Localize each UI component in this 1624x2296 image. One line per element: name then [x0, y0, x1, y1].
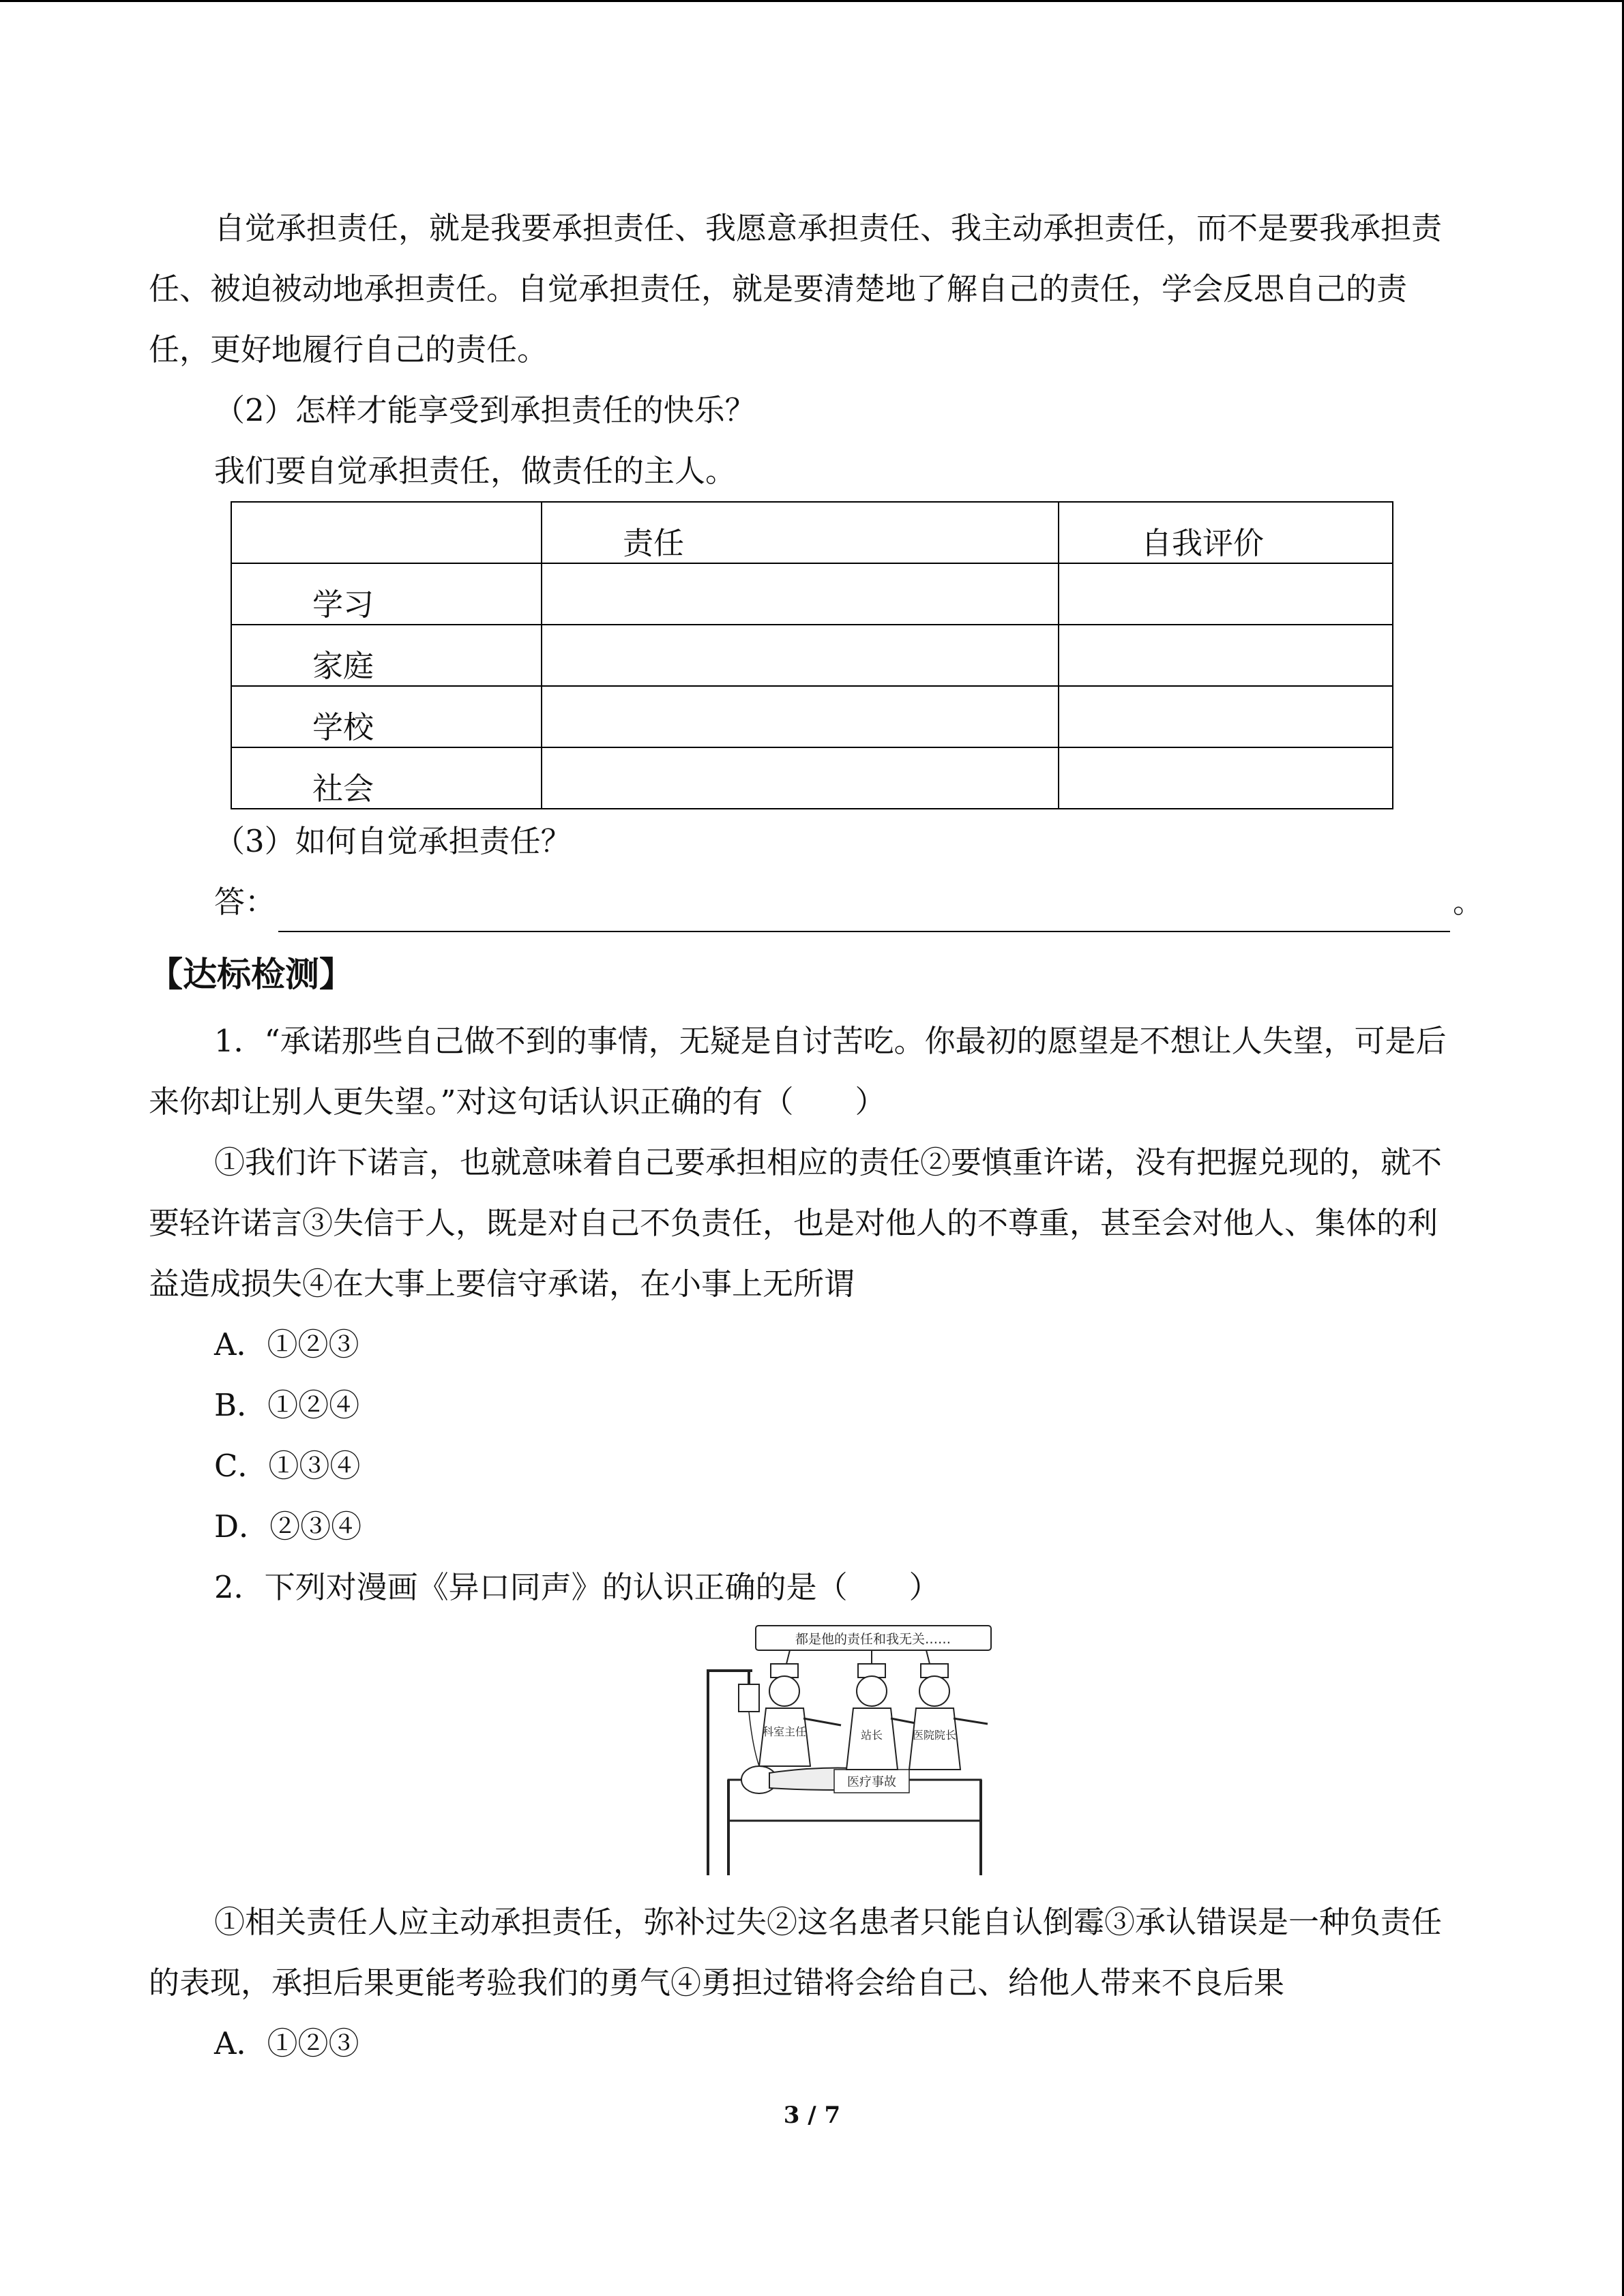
- question-2-stem: 2．下列对漫画《异口同声》的认识正确的是（ ）: [214, 1569, 940, 1605]
- question-2-statements: ①相关责任人应主动承担责任，弥补过失②这名患者只能自认倒霉③承认错误是一种负责任的表现，承担后果更能考验我们的勇气④勇担过错将会给自己、给他人带来不良后果: [149, 1904, 1443, 2001]
- answer-row: [149, 871, 1484, 932]
- answer-blank-line[interactable]: [278, 882, 1450, 932]
- table-cell-responsibility[interactable]: [542, 747, 1059, 809]
- doctor-sign-2: 站长: [860, 1729, 883, 1742]
- question-1-statements: ①我们许下诺言，也就意味着自己要承担相应的责任②要慎重许诺，没有把握兑现的，就不要轻许诺言③失信于人，既是对自己不负责任，也是对他人的不尊重，甚至会对他人、集体的利益造成损失④在大事上要信守承诺，在小事上无所谓: [149, 1144, 1443, 1302]
- option-b[interactable]: B．①②④: [214, 1387, 360, 1423]
- table-row: [231, 747, 1393, 809]
- section-title: 【达标检测】: [149, 955, 353, 994]
- option-d[interactable]: D．②③④: [214, 1508, 362, 1545]
- table-header-row: [231, 502, 1393, 563]
- option-a[interactable]: A．①②③: [214, 2025, 359, 2061]
- table-row-label: 学习: [231, 563, 542, 625]
- doctor-sign-3: 医院院长: [912, 1729, 957, 1742]
- paragraph-responsibility: 自觉承担责任，就是我要承担责任、我愿意承担责任、我主动承担责任，而不是要我承担责任、被迫被动地承担责任。自觉承担责任，就是要清楚地了解自己的责任，学会反思自己的责任，更好地履行自己的责任。: [149, 210, 1443, 368]
- table-row: [231, 563, 1393, 625]
- table-cell-self-evaluation[interactable]: [1059, 686, 1393, 747]
- table-header-cell: [231, 502, 542, 563]
- question-1-stem: 1．“承诺那些自己做不到的事情，无疑是自讨苦吃。你最初的愿望是不想让人失望，可是后来你却让别人更失望。”对这句话认识正确的有（ ）: [149, 1023, 1447, 1120]
- bed-sign-text: 医疗事故: [847, 1775, 896, 1789]
- answer-end-mark: 。: [1453, 884, 1484, 920]
- doctor-sign-1: 科室主任: [762, 1725, 807, 1738]
- question-2-heading: （2）怎样才能享受到承担责任的快乐？: [214, 392, 756, 428]
- speech-text: 都是他的责任和我无关……: [795, 1632, 951, 1647]
- table-header-cell: 责任: [542, 502, 1059, 563]
- table-cell-self-evaluation[interactable]: [1059, 747, 1393, 809]
- iv-bag: [739, 1684, 759, 1712]
- option-c[interactable]: C．①③④: [214, 1448, 361, 1484]
- question-2-intro: 我们要自觉承担责任，做责任的主人。: [214, 453, 737, 489]
- doctor-figure: [909, 1664, 988, 1770]
- table-cell-responsibility[interactable]: [542, 625, 1059, 686]
- table-cell-self-evaluation[interactable]: [1059, 625, 1393, 686]
- table-cell-responsibility[interactable]: [542, 563, 1059, 625]
- table-row-label: 学校: [231, 686, 542, 747]
- speech-pointers: [786, 1650, 930, 1664]
- table-row: [231, 686, 1393, 747]
- table-row-label: 社会: [231, 747, 542, 809]
- responsibility-table: [231, 501, 1393, 809]
- option-a[interactable]: A．①②③: [214, 1326, 359, 1362]
- page-top-border: [0, 0, 1624, 2]
- table-header-cell: 自我评价: [1059, 502, 1393, 563]
- doctor-figure: [759, 1664, 841, 1766]
- table-row: [231, 625, 1393, 686]
- page-number: 3 / 7: [783, 2102, 841, 2129]
- table-cell-responsibility[interactable]: [542, 686, 1059, 747]
- answer-label: 答：: [214, 884, 276, 920]
- table-row-label: 家庭: [231, 625, 542, 686]
- question-3-heading: （3）如何自觉承担责任？: [214, 823, 572, 859]
- table-cell-self-evaluation[interactable]: [1059, 563, 1393, 625]
- document-page: [149, 198, 1484, 2074]
- cartoon-illustration: [701, 1623, 1001, 1875]
